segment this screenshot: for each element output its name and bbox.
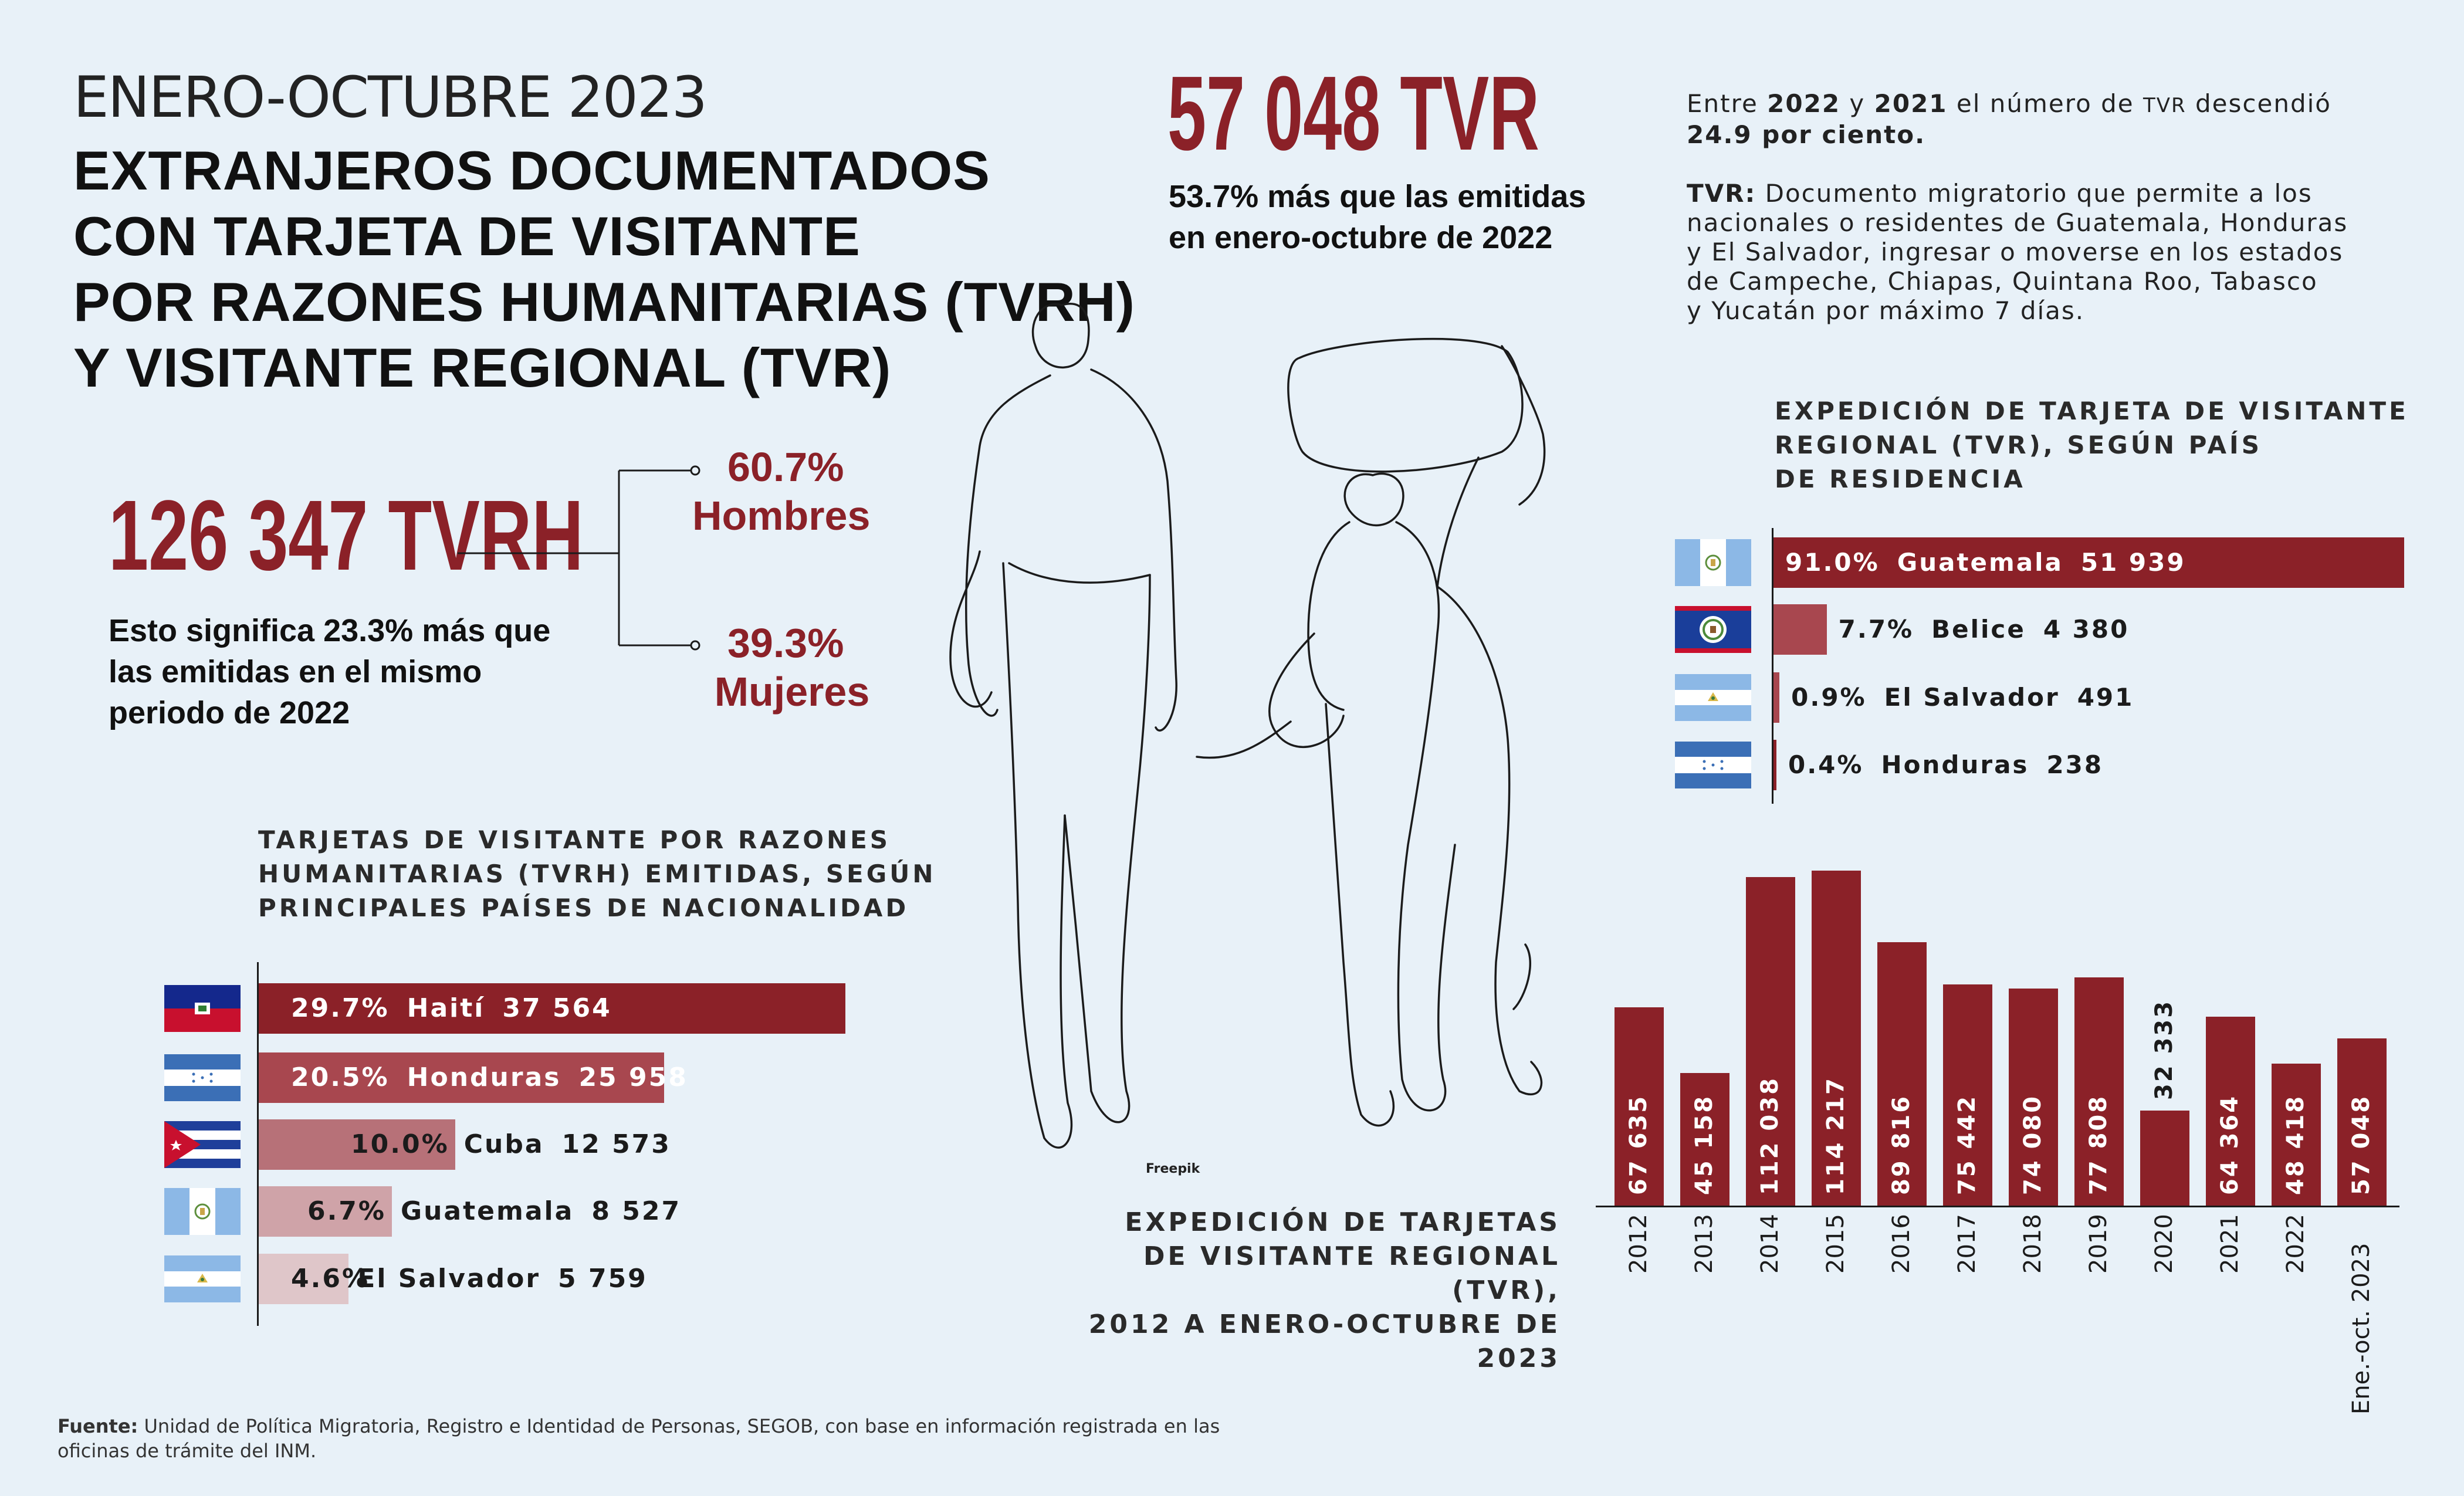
bar-percent-label: 20.5% [291,1062,390,1092]
definition-line-3: y El Salvador, ingresar o moverse en los estados [1687,238,2344,266]
tvr-yearly-title-line-1: EXPEDICIÓN DE TARJETAS [1125,1207,1561,1237]
bar-value-label: 37 564 [502,993,612,1023]
year-bar-8 [2140,1111,2189,1206]
tvrh-desc-line-2: las emitidas en el mismo [109,654,482,689]
bar-category-label: El Salvador [1884,683,2060,712]
bar-label-el-salvador [1791,672,2134,723]
bar-percent-label: 7.7% [1838,615,1914,644]
tvrh-chart-title-line-2: HUMANITARIAS (TVRH) EMITIDAS, SEGÚN [258,859,936,888]
honduras-flag-icon [1675,742,1751,788]
bar-value-label: 51 939 [2080,548,2186,577]
title-line-4: Y VISITANTE REGIONAL (TVR) [73,337,892,398]
bar-percent-label: 10.0% [351,1129,449,1159]
tvr-residence-title-line-1: EXPEDICIÓN DE TARJETA DE VISITANTE [1775,397,2409,425]
bar-category-label: Belice [1931,615,2026,644]
year-bar-value: 75 442 [1954,1094,1981,1195]
women-label: Mujeres [714,669,870,715]
info-line-1: Entre 2022 y 2021 el número de TVR descendió [1687,89,2331,118]
definition-line-1: TVR: Documento migratorio que permite a los [1687,179,2313,208]
guatemala-flag-icon [1675,539,1751,586]
tvr-description [1169,176,1586,258]
bar-category-label: Guatemala [400,1196,574,1226]
tvr-yearly-chart-title [1033,1206,1561,1376]
tvrh-chart-title-line-3: PRINCIPALES PAÍSES DE NACIONALIDAD [258,893,909,922]
bar-value-label: 238 [2046,750,2104,779]
year-bar-value: 114 217 [1822,1077,1849,1195]
year-category-label: 2021 [2216,1214,2243,1274]
source-line-1: Fuente: Unidad de Política Migratoria, Registro e Identidad de Personas, SEGOB, con base en información registrada en las [57,1415,1220,1437]
bar-value-label: 491 [2077,683,2134,712]
bar-el-salvador [1773,672,1779,723]
info-line-2: 24.9 por ciento. [1687,120,1926,149]
tvrh-description [109,610,550,733]
period-heading: ENERO-OCTUBRE 2023 [73,65,706,130]
haiti-flag-icon [164,985,241,1032]
year-bar-value: 112 038 [1756,1077,1783,1195]
bar-value-label: 8 527 [591,1196,682,1226]
year-category-label: 2018 [2019,1214,2046,1274]
tvrh-desc-line-3: periodo de 2022 [109,695,350,730]
bar-label-honduras [1788,740,2103,790]
bar-category-label: Honduras [407,1062,561,1092]
bar-value-label: 25 958 [578,1062,688,1092]
bar-percent-label: 29.7% [291,993,390,1023]
year-category-label: 2017 [1954,1214,1981,1274]
bar-label-guatemala [1785,537,2186,588]
source-note [57,1414,1220,1463]
definition-line-2: nacionales o residentes de Guatemala, Honduras [1687,208,2348,237]
el-salvador-flag-icon [164,1255,241,1302]
year-category-label: 2016 [1888,1214,1915,1274]
men-label: Hombres [692,493,871,539]
bar-label-haití [291,983,612,1034]
bar-honduras [1773,740,1776,790]
definition-line-5: y Yucatán por máximo 7 días. [1687,296,2085,325]
tvr-total: 57 048 TVR [1167,55,1539,172]
bar-category-label: El Salvador [357,1264,541,1294]
tvr-yearly-title-line-3: 2012 A ENERO-OCTUBRE DE 2023 [1088,1309,1561,1373]
tvrh-nationality-chart [158,962,921,1326]
year-bar-value: 74 080 [2019,1094,2046,1195]
migrants-line-art [915,258,1701,1173]
bar-category-label: Honduras [1881,750,2029,779]
tvr-desc-line-1: 53.7% más que las emitidas [1169,179,1586,214]
year-bar-value: 48 418 [2282,1094,2309,1195]
title-line-3: POR RAZONES HUMANITARIAS (TVRH) [73,271,1135,333]
year-category-label: Ene.-oct. 2023 [2348,1243,2375,1414]
year-category-label: 2015 [1822,1214,1849,1274]
tvr-residence-chart [1669,528,2414,810]
tvr-yearly-title-line-2: DE VISITANTE REGIONAL (TVR), [1143,1241,1561,1305]
bar-label-cuba [291,1119,671,1170]
honduras-flag-icon [164,1054,241,1101]
tvrh-chart-title [258,823,936,925]
tvrh-desc-line-1: Esto significa 23.3% más que [109,613,551,648]
bar-category-label: Haití [407,993,485,1023]
tvrh-chart-title-line-1: TARJETAS DE VISITANTE POR RAZONES [258,825,891,854]
cuba-flag-icon [164,1121,241,1168]
definition-line-4: de Campeche, Chiapas, Quintana Roo, Tabasco [1687,267,2318,296]
year-category-label: 2019 [2085,1214,2112,1274]
men-stat [727,443,844,491]
x-axis-line [1596,1206,2399,1207]
year-bar-value: 89 816 [1888,1094,1915,1195]
bar-percent-label: 0.4% [1788,750,1864,779]
tvr-desc-line-2: en enero-octubre de 2022 [1169,220,1553,255]
bar-belice [1773,604,1827,655]
bar-value-label: 4 380 [2043,615,2130,644]
bar-percent-label: 0.9% [1791,683,1867,712]
year-category-label: 2014 [1756,1214,1783,1274]
el-salvador-flag-icon [1675,674,1751,721]
bar-percent-label: 91.0% [1785,548,1880,577]
men-percent: 60.7% [727,444,844,490]
year-bar-value: 64 364 [2216,1094,2243,1195]
bar-value-label: 12 573 [561,1129,671,1159]
guatemala-flag-icon [164,1188,241,1235]
bar-value-label: 5 759 [558,1264,648,1294]
year-category-label: 2020 [2151,1214,2178,1274]
year-category-label: 2013 [1691,1214,1718,1274]
bar-label-el-salvador [291,1254,648,1304]
bar-label-honduras [291,1052,688,1103]
women-percent: 39.3% [727,620,844,666]
year-bar-value: 77 808 [2085,1094,2112,1195]
title-line-2: CON TARJETA DE VISITANTE [73,205,861,267]
tvr-residence-title-line-3: DE RESIDENCIA [1775,465,2026,493]
bar-label-guatemala [291,1186,681,1237]
tvr-residence-chart-title [1775,394,2409,496]
tvrh-total: 126 347 TVRH [109,480,584,591]
year-bar-value: 32 333 [2151,1000,2178,1101]
bar-category-label: Cuba [463,1129,544,1159]
source-line-2: oficinas de trámite del INM. [57,1440,317,1462]
year-category-label: 2022 [2282,1214,2309,1274]
bar-percent-label: 4.6% [291,1264,370,1294]
year-bar-value: 45 158 [1691,1094,1718,1195]
year-category-label: 2012 [1625,1214,1652,1274]
year-bar-value: 67 635 [1625,1094,1652,1195]
bar-label-belice [1839,604,2130,655]
bar-category-label: Guatemala [1897,548,2063,577]
tvr-yearly-chart [1596,821,2417,1414]
image-credit: Freepik [1146,1162,1200,1176]
tvr-residence-title-line-2: REGIONAL (TVR), SEGÚN PAÍS [1775,431,2262,459]
belize-flag-icon [1675,606,1751,653]
title-line-1: EXTRANJEROS DOCUMENTADOS [73,140,990,201]
info-block [1687,89,2432,326]
year-bar-value: 57 048 [2348,1094,2375,1195]
bar-percent-label: 6.7% [307,1196,386,1226]
